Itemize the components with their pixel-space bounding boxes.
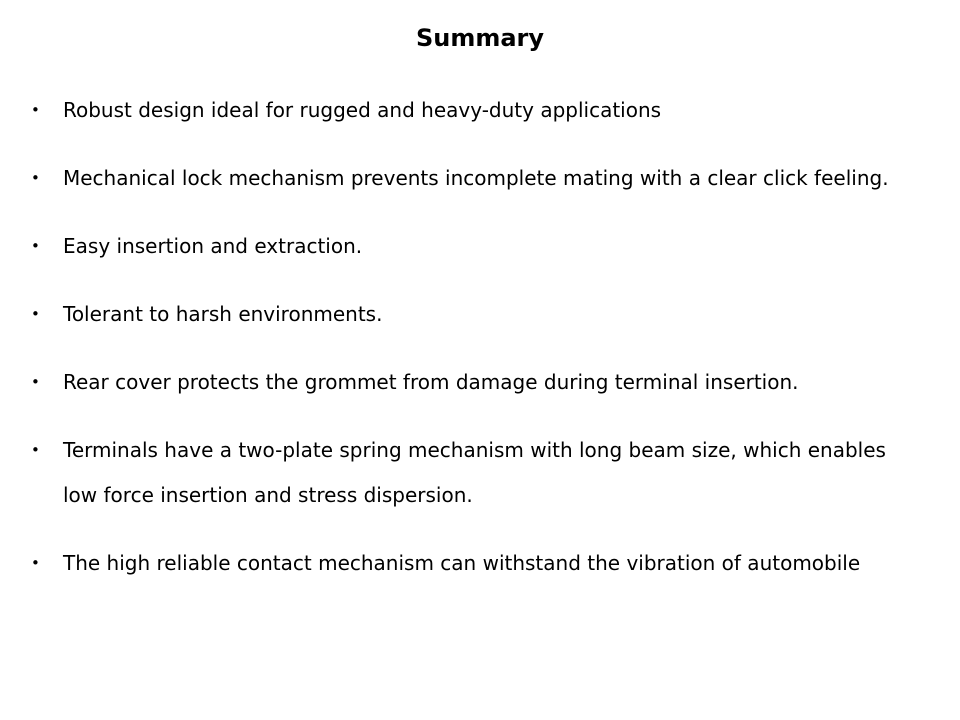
slide-title: Summary [415,24,545,52]
list-item [28,541,908,586]
bullet-icon: • [31,305,40,323]
bullet-text: Easy insertion and extraction. [63,234,363,258]
bullet-text: Terminals have a two-plate spring mechanism with long beam size, which enables low force insertion and stress dispersion. [63,438,886,507]
bullet-icon: • [31,237,40,255]
list-item [28,224,908,269]
bullet-icon: • [31,441,40,459]
bullet-icon: • [31,554,40,572]
bullet-text: Mechanical lock mechanism prevents incomplete mating with a clear click feeling. [63,166,889,190]
bullet-text: Tolerant to harsh environments. [63,302,383,326]
list-item [28,360,908,405]
bullet-icon: • [31,101,40,119]
list-item [28,292,908,337]
bullet-icon: • [31,373,40,391]
bullet-icon: • [31,169,40,187]
list-item [28,428,908,518]
bullet-text: Rear cover protects the grommet from damage during terminal insertion. [63,370,799,394]
list-item [28,88,908,133]
list-item [28,156,908,201]
bullet-text: The high reliable contact mechanism can withstand the vibration of automobile [63,551,861,575]
bullet-text: Robust design ideal for rugged and heavy-duty applications [63,98,662,122]
bullet-list [28,88,908,586]
